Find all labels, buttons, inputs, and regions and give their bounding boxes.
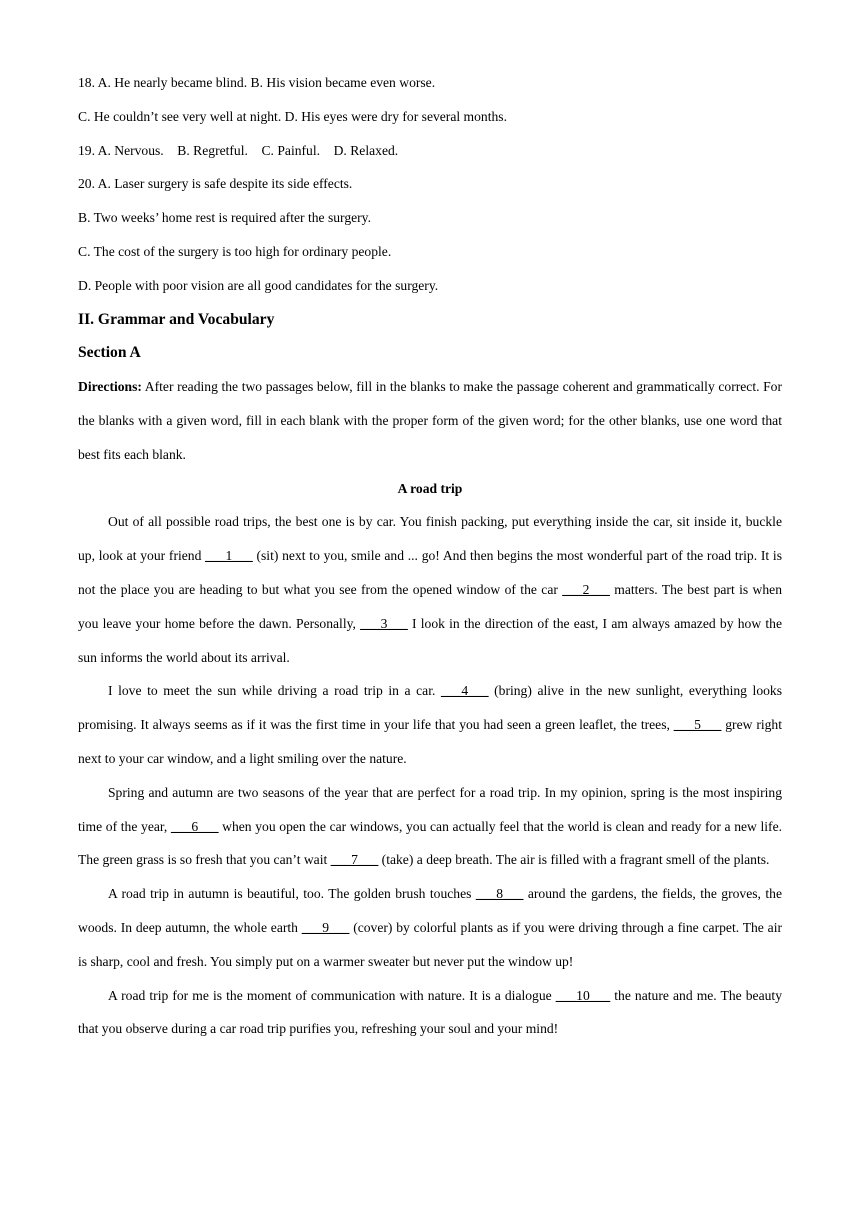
document-page xyxy=(78,66,782,1046)
blank-7[interactable]: ___7___ xyxy=(330,852,379,868)
blank-10[interactable]: ___10___ xyxy=(555,987,611,1003)
paragraph-text: A road trip for me is the moment of communication with nature. It is a dialogue xyxy=(108,987,556,1003)
blank-1[interactable]: ___1___ xyxy=(205,548,253,564)
paragraph-text: (sit) next to you, smile and ... go! And then begins the most wonderful part of the road trip. It is not the place you are heading to but what you see from the opened window of the car xyxy=(78,548,782,597)
blank-8[interactable]: ___8___ xyxy=(475,886,524,902)
q19-line-1: 19. A. Nervous. B. Regretful. C. Painful. D. Relaxed. xyxy=(78,142,399,158)
paragraph-2 xyxy=(78,674,782,775)
paragraph-text: (cover) by colorful plants as if you were driving through a fine carpet. The air is sharp, cool and fresh. You simply put on a warmer sweater but never put the window up! xyxy=(78,919,782,969)
blank-5[interactable]: ___5___ xyxy=(673,717,722,733)
blank-6[interactable]: ___6___ xyxy=(170,818,219,834)
paragraph-text: Spring and autumn are two seasons of the year that are perfect for a road trip. In my opinion, spring is the most inspiring time of the year, xyxy=(78,784,782,834)
paragraph-4 xyxy=(78,877,782,978)
blank-3[interactable]: ___3___ xyxy=(360,615,408,631)
blank-2[interactable]: ___2___ xyxy=(562,581,610,597)
q20-line-3: C. The cost of the surgery is too high for ordinary people. xyxy=(78,243,392,259)
q20-line-1: 20. A. Laser surgery is safe despite its side effects. xyxy=(78,176,353,192)
directions-text: After reading the two passages below, fill in the blanks to make the passage coherent and grammatically correct. For the blanks with a given word, fill in each blank with the proper form of the given word; for the other blanks, use one word that best fits each blank. xyxy=(78,379,782,462)
directions-label: Directions: xyxy=(78,379,142,395)
paragraph-text: around the gardens, the fields, the groves, the woods. In deep autumn, the whole earth xyxy=(78,886,782,935)
paragraph-text: Out of all possible road trips, the best one is by car. You finish packing, put everything inside the car, sit inside it, buckle up, look at your friend xyxy=(78,514,782,564)
section-heading: Section A xyxy=(78,344,141,362)
paragraph-text: (bring) alive in the new sunlight, everything looks promising. It always seems as if it was the first time in your life that you had seen a green leaflet, the trees, xyxy=(78,683,783,733)
directions xyxy=(78,370,782,471)
blank-9[interactable]: ___9___ xyxy=(301,919,350,935)
part-heading: II. Grammar and Vocabulary xyxy=(78,310,275,328)
blank-4[interactable]: ___4___ xyxy=(440,683,489,699)
paragraph-text: I love to meet the sun while driving a road trip in a car. xyxy=(108,683,441,699)
paragraph-text: A road trip in autumn is beautiful, too. The golden brush touches xyxy=(108,886,476,902)
q18-line-1: 18. A. He nearly became blind. B. His vision became even worse. xyxy=(78,75,436,90)
passage-title: A road trip xyxy=(397,480,463,496)
paragraph-text: (take) a deep breath. The air is filled with a fragrant smell of the plants. xyxy=(378,852,770,868)
paragraph-5 xyxy=(78,979,782,1047)
paragraph-text: matters. The best part is when you leave your home before the dawn. Personally, xyxy=(78,581,782,631)
paragraph-text: the nature and me. The beauty that you observe during a car road trip purifies you, refreshing your soul and your mind! xyxy=(78,987,782,1037)
paragraph-text: grew right next to your car window, and a light smiling over the nature. xyxy=(78,717,782,766)
q20-line-4: D. People with poor vision are all good candidates for the surgery. xyxy=(78,277,439,293)
paragraph-text: I look in the direction of the east, I am always amazed by how the sun informs the world about its arrival. xyxy=(78,615,782,665)
paragraph-text: when you open the car windows, you can actually feel that the world is clean and ready for a new life. The green grass is so fresh that you can’t wait xyxy=(78,818,782,868)
paragraph-1 xyxy=(78,505,782,674)
q18-line-2: C. He couldn’t see very well at night. D. His eyes were dry for several months. xyxy=(78,108,507,124)
q20-line-2: B. Two weeks’ home rest is required after the surgery. xyxy=(78,210,371,226)
paragraph-3 xyxy=(78,776,782,877)
